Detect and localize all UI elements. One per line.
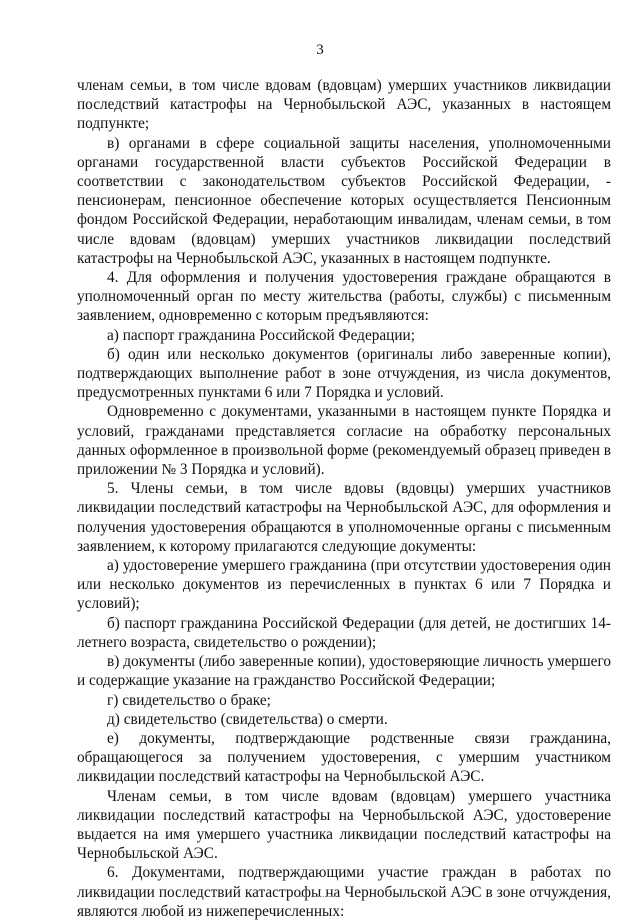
paragraph-issuance: Членам семьи, в том числе вдовам (вдовцам) умершего участника ликвидации последствий катастрофы на Чернобыльской АЭС, удостоверение выдается на имя умершего участника ликвидации последствий катастрофы на Чернобыльской АЭС.	[77, 787, 611, 863]
paragraph-item-v: в) органами в сфере социальной защиты населения, уполномоченными органами государственной власти субъектов Российской Федерации в соответствии с законодательством субъектов Российской Федерации, - пенсионерам, пенсионное обеспечение которых осуществляется Пенсионным фондом Российской Федерации, неработающим инвалидам, членам семьи, в том числе вдовам (вдовцам) умерших участников ликвидации последствий катастрофы на Чернобыльской АЭС, указанных в настоящем подпункте.	[77, 134, 611, 267]
page-number: 3	[316, 42, 324, 58]
paragraph-item-a-passport: а) паспорт гражданина Российской Федерации;	[107, 326, 415, 344]
paragraph-section-5: 5. Члены семьи, в том числе вдовы (вдовцы) умерших участников ликвидации последствий катастрофы на Чернобыльской АЭС, для оформления и получения удостоверения обращаются в уполномоченные органы с письменным заявлением, к которому прилагаются следующие документы:	[77, 480, 611, 555]
paragraph-item-g-marriage: г) свидетельство о браке;	[107, 691, 271, 709]
paragraph-section-6: 6. Документами, подтверждающими участие граждан в работах по ликвидации последствий катастрофы на Чернобыльской АЭС в зоне отчуждения, являются любой из нижеперечисленных:	[77, 864, 611, 920]
paragraph-item-d-death: д) свидетельство (свидетельства) о смерти.	[107, 710, 388, 728]
paragraph-item-e-kinship: е) документы, подтверждающие родственные связи гражданина, обращающегося за получением удостоверения, с умершим участником ликвидации последствий катастрофы на Чернобыльской АЭС.	[77, 729, 611, 786]
document-body	[77, 76, 611, 921]
paragraph-item-v-identity: в) документы (либо заверенные копии), удостоверяющие личность умершего и содержащие указание на гражданство Российской Федерации;	[77, 653, 611, 690]
paragraph-continuation: членам семьи, в том числе вдовам (вдовцам) умерших участников ликвидации последствий катастрофы на Чернобыльской АЭС, указанных в настоящем подпункте;	[77, 77, 611, 133]
paragraph-item-a-certificate: а) удостоверение умершего гражданина (при отсутствии удостоверения один или несколько документов из перечисленных в пунктах 6 или 7 Порядка и условий);	[77, 557, 611, 613]
paragraph-section-4: 4. Для оформления и получения удостоверения граждане обращаются в уполномоченный орган по месту жительства (работы, службы) с письменным заявлением, одновременно с которым предъявляются:	[77, 269, 611, 325]
paragraph-item-b-passport: б) паспорт гражданина Российской Федерации (для детей, не достигших 14-летнего возраста, свидетельство о рождении);	[77, 614, 611, 651]
paragraph-consent: Одновременно с документами, указанными в настоящем пункте Порядка и условий, гражданами представляется согласие на обработку персональных данных оформленное в произвольной форме (рекомендуемый образец приведен в приложении № 3 Порядка и условий).	[77, 403, 611, 479]
paragraph-item-b-documents: б) один или несколько документов (оригиналы либо заверенные копии), подтверждающих выполнение работ в зоне отчуждения, из числа документов, предусмотренных пунктами 6 или 7 Порядка и условий.	[77, 345, 611, 402]
footer-dotted-line	[300, 896, 340, 898]
